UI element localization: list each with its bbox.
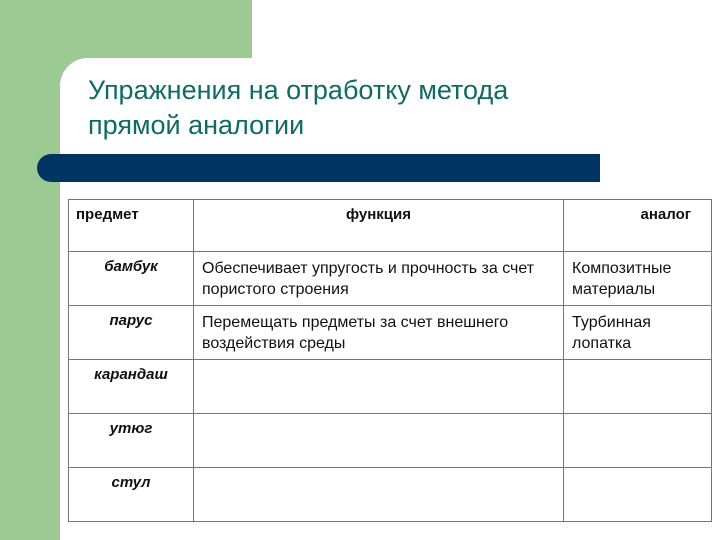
slide-title-line-1: Упражнения на отработку метода (88, 75, 509, 105)
table-row (69, 468, 712, 522)
table-cell-subject: парус (69, 306, 194, 360)
table-row (69, 252, 712, 306)
analog-text: Композитные материалы (572, 260, 672, 298)
table-header-row (69, 200, 712, 252)
table-row (69, 360, 712, 414)
function-text: Обеспечивает упругость и прочность за счет пористого строения (202, 260, 535, 298)
table-cell-function (194, 414, 564, 468)
table-cell-subject: стул (69, 468, 194, 522)
table-cell-analog (564, 360, 712, 414)
table-cell-analog (564, 306, 712, 360)
analogy-table-wrapper (68, 199, 711, 522)
slide-title (88, 73, 648, 143)
table-cell-subject: карандаш (69, 360, 194, 414)
table-cell-subject: утюг (69, 414, 194, 468)
table-cell-analog (564, 414, 712, 468)
table-cell-function (194, 252, 564, 306)
table-row (69, 414, 712, 468)
table-cell-function (194, 468, 564, 522)
column-header-function: функция (194, 200, 564, 252)
table-cell-function (194, 306, 564, 360)
title-divider-bar (37, 154, 600, 182)
table-cell-subject: бамбук (69, 252, 194, 306)
column-header-analog: аналог (564, 200, 712, 252)
function-text: Перемещать предметы за счет внешнего воздействия среды (202, 314, 509, 352)
slide-title-line-2: прямой аналогии (88, 110, 305, 140)
table-cell-analog (564, 252, 712, 306)
analog-text: Турбинная лопатка (572, 314, 651, 352)
table-row (69, 306, 712, 360)
table-cell-function (194, 360, 564, 414)
analogy-table (68, 199, 712, 522)
table-cell-analog (564, 468, 712, 522)
column-header-subject: предмет (69, 200, 194, 252)
